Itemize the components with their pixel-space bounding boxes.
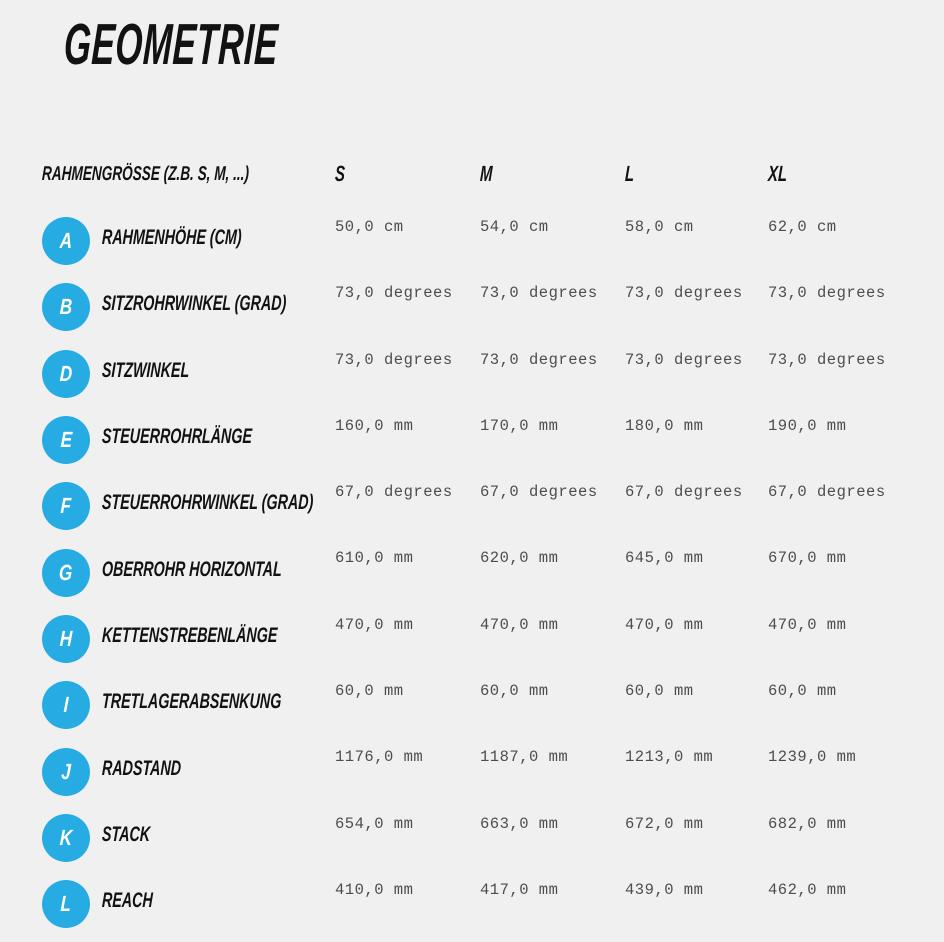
table-header-row xyxy=(42,140,922,208)
value-cell: 190,0 mm xyxy=(768,416,847,435)
value-cell: 73,0 degrees xyxy=(335,350,453,369)
table-row xyxy=(42,606,922,672)
row-label-cell xyxy=(42,473,335,539)
value-cell: 645,0 mm xyxy=(625,549,704,568)
value-cell: 610,0 mm xyxy=(335,549,414,568)
table-row xyxy=(42,871,922,937)
row-label-cell xyxy=(42,672,335,738)
value-cell: 73,0 degrees xyxy=(625,350,743,369)
row-label-cell xyxy=(42,407,335,473)
column-header-l xyxy=(625,161,768,187)
row-badge-letter: H xyxy=(59,625,73,651)
row-badge-letter: A xyxy=(59,228,73,254)
value-cell: 73,0 degrees xyxy=(335,284,453,303)
value-cell: 439,0 mm xyxy=(625,880,704,899)
value-cell: 654,0 mm xyxy=(335,814,414,833)
column-header-text: S xyxy=(334,161,346,186)
value-cell: 620,0 mm xyxy=(480,549,559,568)
row-label-cell xyxy=(42,274,335,340)
row-badge-a-icon xyxy=(42,217,90,265)
value-cell: 470,0 mm xyxy=(625,615,704,634)
row-badge-g-icon xyxy=(42,549,90,597)
row-label: RAHMENHÖHE (CM) xyxy=(101,226,243,250)
value-cell: 67,0 degrees xyxy=(625,483,743,502)
row-label: SITZWINKEL xyxy=(101,358,190,382)
column-header-framesize xyxy=(42,163,335,186)
value-cell: 470,0 mm xyxy=(480,615,559,634)
row-label: REACH xyxy=(101,889,154,913)
value-cell: 67,0 degrees xyxy=(768,483,886,502)
value-cell: 672,0 mm xyxy=(625,814,704,833)
value-cell: 54,0 cm xyxy=(480,218,549,236)
value-cell: 417,0 mm xyxy=(480,880,559,899)
row-badge-d-icon xyxy=(42,350,90,398)
table-row xyxy=(42,738,922,804)
row-label-cell xyxy=(42,606,335,672)
value-cell: 1187,0 mm xyxy=(480,748,569,767)
table-row xyxy=(42,208,922,274)
table-row xyxy=(42,274,922,340)
row-label: SITZROHRWINKEL (GRAD) xyxy=(101,292,287,316)
row-badge-k-icon xyxy=(42,814,90,862)
row-badge-j-icon xyxy=(42,748,90,796)
row-badge-i-icon xyxy=(42,681,90,729)
row-label-cell xyxy=(42,805,335,871)
value-cell: 1176,0 mm xyxy=(335,748,424,767)
value-cell: 58,0 cm xyxy=(625,218,694,236)
table-row xyxy=(42,672,922,738)
column-header-text: M xyxy=(479,161,493,186)
row-badge-f-icon xyxy=(42,482,90,530)
column-header-s xyxy=(335,161,480,187)
row-badge-letter: G xyxy=(58,559,74,585)
row-badge-letter: L xyxy=(60,891,72,917)
row-badge-letter: F xyxy=(60,493,72,519)
row-label: STEUERROHRWINKEL (GRAD) xyxy=(101,491,314,515)
value-cell: 462,0 mm xyxy=(768,880,847,899)
row-label-cell xyxy=(42,738,335,804)
value-cell: 663,0 mm xyxy=(480,814,559,833)
row-badge-letter: B xyxy=(59,294,73,320)
page-title xyxy=(64,14,421,76)
geometry-table xyxy=(42,140,922,937)
value-cell: 73,0 degrees xyxy=(625,284,743,303)
row-badge-b-icon xyxy=(42,283,90,331)
table-row xyxy=(42,407,922,473)
column-header-text: L xyxy=(624,161,635,186)
row-label: TRETLAGERABSENKUNG xyxy=(101,690,282,714)
table-row xyxy=(42,341,922,407)
row-label: OBERROHR HORIZONTAL xyxy=(101,557,283,581)
value-cell: 170,0 mm xyxy=(480,416,559,435)
value-cell: 60,0 mm xyxy=(335,682,404,701)
value-cell: 60,0 mm xyxy=(768,682,837,701)
row-badge-e-icon xyxy=(42,416,90,464)
value-cell: 73,0 degrees xyxy=(768,284,886,303)
value-cell: 470,0 mm xyxy=(768,615,847,634)
value-cell: 1239,0 mm xyxy=(768,748,857,767)
row-label: STEUERROHRLÄNGE xyxy=(101,425,253,449)
table-row xyxy=(42,539,922,605)
row-badge-letter: E xyxy=(59,427,73,453)
row-badge-l-icon xyxy=(42,880,90,928)
column-header-m xyxy=(480,161,625,187)
row-label-cell xyxy=(42,871,335,937)
value-cell: 73,0 degrees xyxy=(768,350,886,369)
row-badge-h-icon xyxy=(42,615,90,663)
row-badge-letter: I xyxy=(63,692,69,718)
value-cell: 670,0 mm xyxy=(768,549,847,568)
value-cell: 50,0 cm xyxy=(335,218,404,236)
table-row xyxy=(42,805,922,871)
value-cell: 410,0 mm xyxy=(335,880,414,899)
value-cell: 73,0 degrees xyxy=(480,350,598,369)
value-cell: 682,0 mm xyxy=(768,814,847,833)
column-header-framesize-text: RAHMENGRÖSSE (Z.B. S, M, ...) xyxy=(41,162,250,185)
value-cell: 160,0 mm xyxy=(335,416,414,435)
row-badge-letter: D xyxy=(59,360,73,386)
value-cell: 60,0 mm xyxy=(480,682,549,701)
table-body xyxy=(42,208,922,937)
table-row xyxy=(42,473,922,539)
column-header-text: XL xyxy=(767,161,788,186)
value-cell: 60,0 mm xyxy=(625,682,694,701)
row-label-cell xyxy=(42,539,335,605)
value-cell: 180,0 mm xyxy=(625,416,704,435)
row-label-cell xyxy=(42,208,335,274)
row-badge-letter: K xyxy=(59,824,73,850)
value-cell: 470,0 mm xyxy=(335,615,414,634)
value-cell: 73,0 degrees xyxy=(480,284,598,303)
row-label: RADSTAND xyxy=(101,756,182,780)
value-cell: 1213,0 mm xyxy=(625,748,714,767)
row-label: KETTENSTREBENLÄNGE xyxy=(101,623,278,647)
row-badge-letter: J xyxy=(60,758,72,784)
column-header-xl xyxy=(768,161,922,187)
value-cell: 67,0 degrees xyxy=(480,483,598,502)
row-label-cell xyxy=(42,341,335,407)
value-cell: 62,0 cm xyxy=(768,218,837,236)
page-title-text: GEOMETRIE xyxy=(62,12,280,77)
value-cell: 67,0 degrees xyxy=(335,483,453,502)
row-label: STACK xyxy=(101,822,151,846)
